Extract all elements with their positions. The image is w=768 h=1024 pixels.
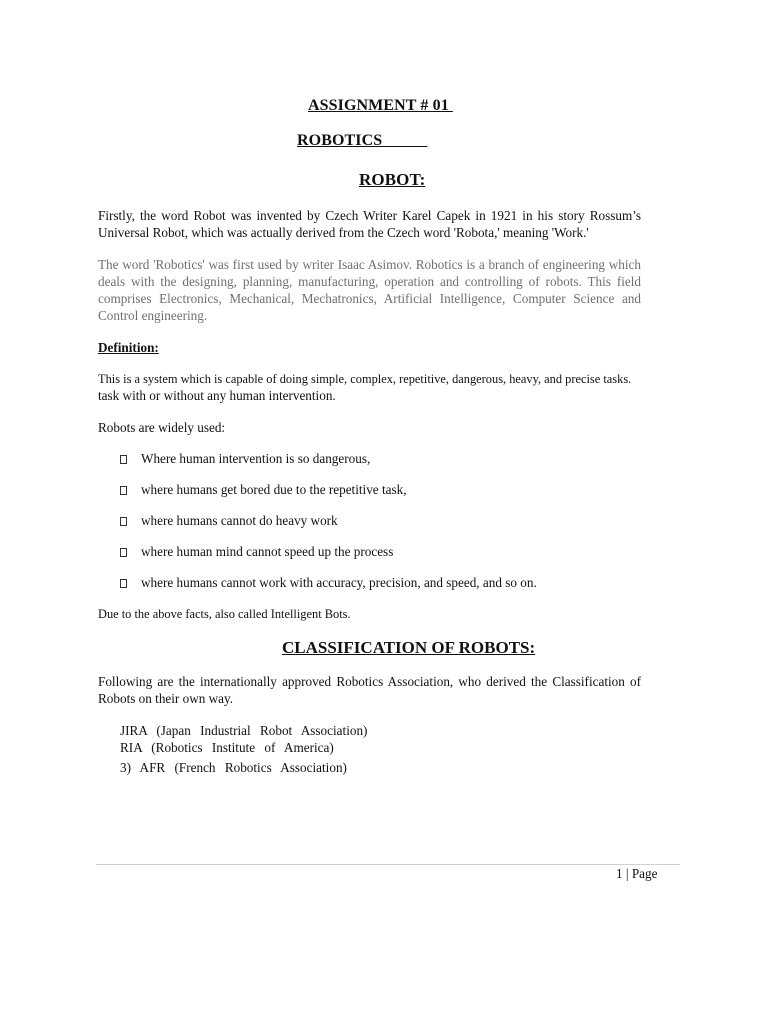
list-item-text: Where human intervention is so dangerous, xyxy=(141,451,371,466)
checkbox-bullet-icon xyxy=(120,548,127,557)
page-number: 1 | Page xyxy=(616,866,658,881)
checkbox-bullet-icon xyxy=(120,517,127,526)
intro-paragraph: Firstly, the word Robot was invented by Czech Writer Karel Capek in 1921 in his story Rossum’s Universal Robot, which was actually derived from the Czech word 'Robota,' meaning 'Work.' xyxy=(98,208,641,240)
list-item-text: where humans get bored due to the repetitive task, xyxy=(141,482,407,497)
checkbox-bullet-icon xyxy=(120,486,127,495)
association-item: RIA (Robotics Institute of America) xyxy=(120,740,334,755)
robot-heading: ROBOT: xyxy=(359,170,426,189)
assignment-title: ASSIGNMENT # 01 xyxy=(308,97,453,114)
footer-divider xyxy=(96,864,680,865)
uses-conclusion: Due to the above facts, also called Intelligent Bots. xyxy=(98,607,351,621)
list-item-text: where humans cannot work with accuracy, precision, and speed, and so on. xyxy=(141,575,537,590)
checkbox-bullet-icon xyxy=(120,455,127,464)
subject-title: ROBOTICS xyxy=(297,132,428,149)
definition-heading: Definition: xyxy=(98,340,159,355)
robotics-paragraph: The word 'Robotics' was first used by writer Isaac Asimov. Robotics is a branch of engineering which deals with the designing, planning, manufacturing, operation and controlling of robots. This field comprises Electronics, Mechanical, Mechatronics, Artificial Intelligence, Computer Science and Control engineering. xyxy=(98,257,641,323)
association-item: 3) AFR (French Robotics Association) xyxy=(120,760,347,775)
list-item-text: where human mind cannot speed up the process xyxy=(141,544,394,559)
list-item-text: where humans cannot do heavy work xyxy=(141,513,338,528)
classification-heading: CLASSIFICATION OF ROBOTS: xyxy=(282,638,536,657)
classification-intro: Following are the internationally approved Robotics Association, who derived the Classification of Robots on their own way. xyxy=(98,674,641,706)
checkbox-bullet-icon xyxy=(120,579,127,588)
definition-line-2: task with or without any human intervention. xyxy=(98,388,336,403)
definition-line-1: This is a system which is capable of doing simple, complex, repetitive, dangerous, heavy, and precise tasks. xyxy=(98,372,632,386)
list-item xyxy=(120,482,407,498)
list-item xyxy=(120,575,537,591)
uses-intro: Robots are widely used: xyxy=(98,420,226,435)
association-item: JIRA (Japan Industrial Robot Association) xyxy=(120,723,368,738)
list-item xyxy=(120,513,338,529)
list-item xyxy=(120,451,370,467)
list-item xyxy=(120,544,393,560)
